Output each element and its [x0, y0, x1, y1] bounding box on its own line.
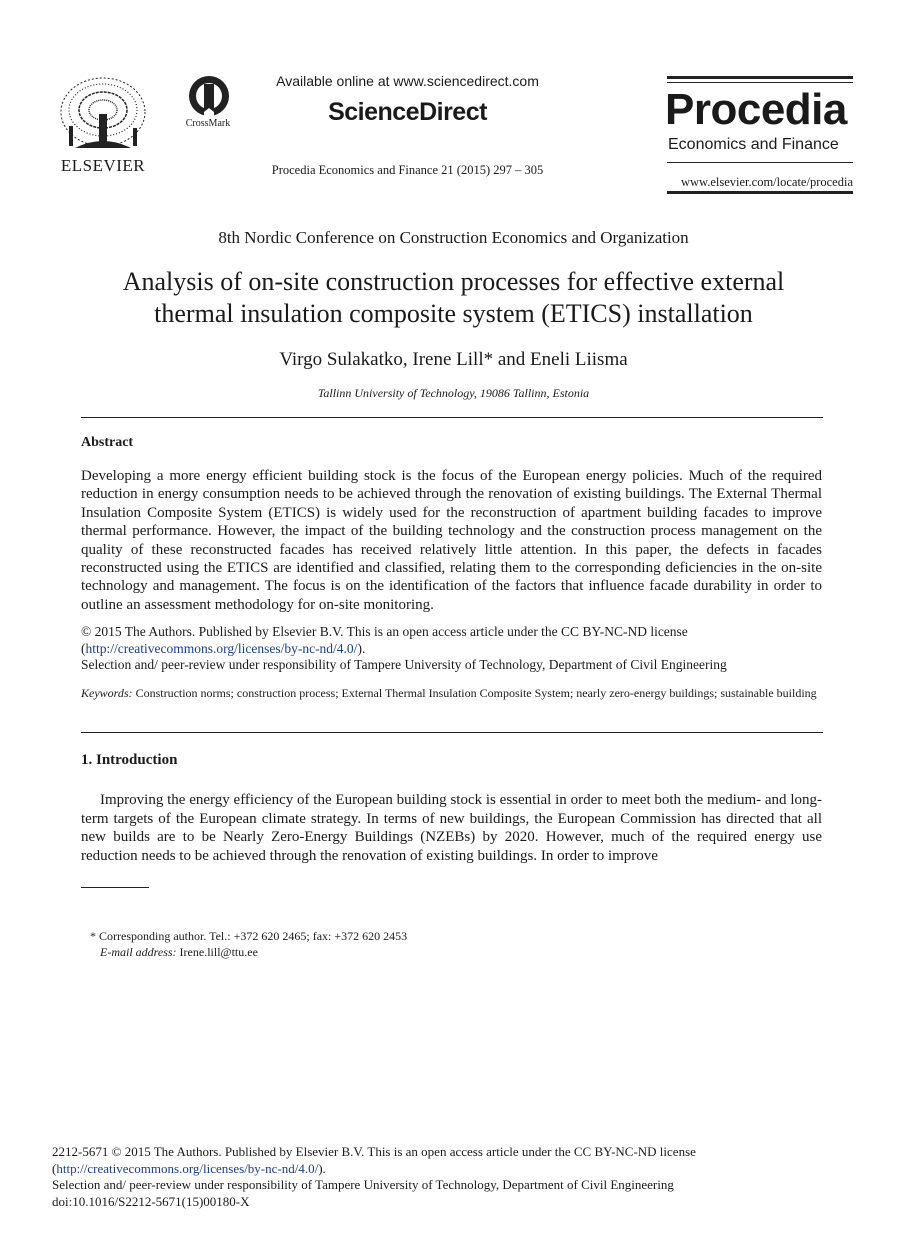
available-online: Available online at www.sciencedirect.com: [276, 73, 539, 89]
email-address[interactable]: Irene.lill@ttu.ee: [176, 945, 258, 959]
procedia-rule: [667, 82, 853, 83]
procedia-rule: [667, 162, 853, 163]
issn-line: 2212-5671 © 2015 The Authors. Published by Elsevier B.V. This is an open access article under the CC BY-NC-ND license: [52, 1144, 696, 1159]
doi-line[interactable]: doi:10.1016/S2212-5671(15)00180-X: [52, 1193, 250, 1209]
section-divider: [81, 732, 823, 733]
procedia-subtitle: Economics and Finance: [668, 136, 839, 153]
introduction-body: Improving the energy efficiency of the European building stock is essential in order to meet both the medium- and long-term targets of the European climate strategy. In terms of new buildings, the European Commission has directed that all new builds are to be Nearly Zero-Energy Buildings (NZEBs) by 2020. However, much of the required energy use reduction needs to be achieved through the renovation of existing buildings. In order to improve: [81, 792, 822, 864]
elsevier-wordmark: ELSEVIER: [60, 156, 146, 175]
license-link[interactable]: http://creativecommons.org/licenses/by-nc-nd/4.0/: [85, 640, 358, 656]
license-paren: ).: [318, 1160, 326, 1176]
paper-affiliation: Tallinn University of Technology, 19086 Tallinn, Estonia: [317, 386, 590, 400]
license-paren: ).: [357, 640, 366, 656]
copyright-line: © 2015 The Authors. Published by Elsevier B.V. This is an open access article under the CC BY-NC-ND license: [81, 624, 688, 639]
keywords-list: Construction norms; construction process; External Thermal Insulation Composite System; nearly zero-energy buildings; sustainable building: [132, 686, 817, 700]
procedia-rule: [667, 191, 853, 194]
abstract-heading: Abstract: [81, 435, 134, 450]
elsevier-logo: [55, 74, 151, 178]
paper-title-line: Analysis of on-site construction processes for effective external: [122, 267, 785, 296]
footnote-corresponding: * Corresponding author. Tel.: +372 620 2465; fax: +372 620 2453: [90, 929, 408, 943]
peer-review-line: Selection and/ peer-review under responsibility of Tampere University of Technology, Department of Civil Engineering: [81, 657, 727, 672]
peer-review-line: Selection and/ peer-review under responsibility of Tampere University of Technology, Department of Civil Engineering: [52, 1177, 674, 1192]
crossmark-icon: [180, 74, 238, 122]
keywords: [81, 685, 822, 702]
crossmark-label: CrossMark: [185, 118, 231, 129]
sciencedirect-wordmark[interactable]: ScienceDirect: [328, 98, 487, 126]
introduction-heading: 1. Introduction: [81, 752, 178, 768]
procedia-url[interactable]: www.elsevier.com/locate/procedia: [680, 175, 853, 189]
license-link[interactable]: http://creativecommons.org/licenses/by-nc-nd/4.0/: [56, 1160, 319, 1176]
procedia-wordmark: Procedia: [665, 85, 847, 134]
journal-reference: Procedia Economics and Finance 21 (2015) 297 – 305: [271, 163, 544, 177]
license-paren: (: [52, 1160, 57, 1176]
license-line: [52, 1161, 852, 1178]
footnote-email: [100, 944, 258, 960]
keywords-label: Keywords:: [81, 686, 133, 700]
license-paren: (: [81, 640, 86, 656]
footnote-rule: [81, 887, 149, 888]
license-line: [81, 641, 822, 658]
paper-title: [80, 266, 827, 330]
procedia-rule: [667, 76, 853, 79]
section-divider: [81, 417, 823, 418]
abstract-body: Developing a more energy efficient building stock is the focus of the European energy policies. Much of the required reduction in energy consumption needs to be achieved through the renovation of existing buildings. The External Thermal Insulation Composite System (ETICS) is widely used for the reconstruction of apartment building facades to improve thermal performance. However, the impact of the building technology and the construction process management on the quality of these reconstructed facades has received relatively little attention. In this paper, the defects in facades reconstructed using the ETICS are identified and classified, relating them to the corresponding deficiencies in the on-site technology and management. The focus is on the identification of the factors that influence facade durability in order to outline an assessment methodology for on-site monitoring.: [81, 468, 822, 613]
bottom-notice: [52, 1144, 852, 1210]
email-label: E-mail address:: [100, 945, 177, 959]
copyright-notice: [81, 624, 822, 674]
paper-title-line: thermal insulation composite system (ETICS) installation: [154, 299, 753, 328]
paper-authors: Virgo Sulakatko, Irene Lill* and Eneli Liisma: [279, 349, 628, 370]
conference-name: 8th Nordic Conference on Construction Economics and Organization: [218, 228, 689, 247]
